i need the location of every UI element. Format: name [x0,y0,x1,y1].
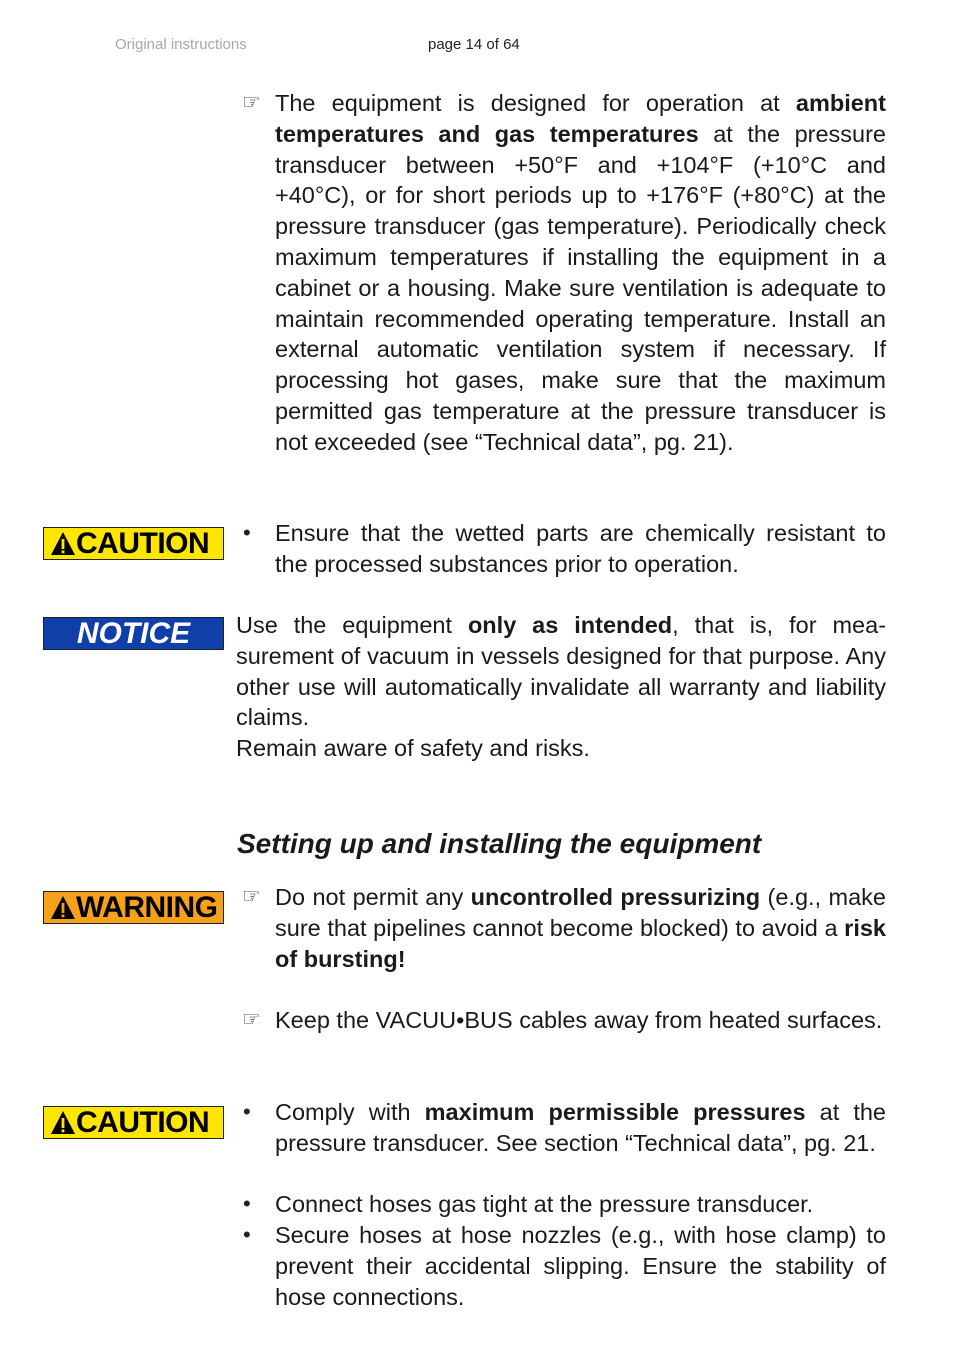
bullet-icon: • [243,520,251,545]
wetted-parts-instruction: Ensure that the wetted parts are chemically resistant to the processed substances prior to operation. [275,520,886,577]
warning-label: WARNING [43,891,224,924]
caution-label: CAUTION [43,1106,224,1139]
page-number: page 14 of 64 [428,36,520,53]
bullet-icon: • [243,1099,251,1124]
pressurizing-instruction: Do not permit any uncontrolled pressurizing (e.g., make sure that pipelines cannot become blocked) to avoid a risk of bursting! [275,884,886,972]
section-heading: Setting up and installing the equipment [237,828,762,859]
max-pressure-instruction: Comply with maximum permissible pressures at the pressure transducer. See section “Technical data”, pg. 21. [275,1099,886,1156]
notice-label: NOTICE [43,617,224,650]
pointing-hand-icon: ☞ [242,1008,261,1031]
temperature-instruction: The equipment is designed for operation at ambient temperatures and gas temperatures at the pressure transducer between +50°F and +104°F (+10°C and +40°C), or for short periods up to +176°F (+80°C) at the pressure transducer (gas temperature). Periodically check maximum temperatures if installing the equipment in a cabinet or a housing. Make sure ventilation is adequate to maintain recommended operating temperature. Install an external automatic ventilation system if necessary. If processing hot gases, make sure that the maximum permitted gas temperature at the pressure transducer is not exceeded (see “Technical data”, pg. 21). [275,90,886,455]
document-type-label: Original instructions [115,36,247,53]
hose-connection-instruction: Connect hoses gas tight at the pressure transducer. [275,1191,814,1217]
intended-use-notice: Use the equipment only as intended, that is, for measurement of vacuum in vessels designed for that purpose. Any other use will automatically invalidate all warranty and liability claims. Remain aware of safety and risks. [236,612,887,762]
warning-triangle-icon [50,895,76,920]
bullet-icon: • [243,1222,251,1247]
warning-triangle-icon [50,1110,76,1135]
pointing-hand-icon: ☞ [242,91,261,114]
cable-instruction: Keep the VACUU•BUS cables away from heated surfaces. [275,1007,883,1033]
hose-securing-instruction: Secure hoses at hose nozzles (e.g., with hose clamp) to prevent their accidental slipping. Ensure the stability of hose connections. [275,1222,886,1310]
bullet-icon: • [243,1191,251,1216]
caution-label: CAUTION [43,527,224,560]
warning-triangle-icon [50,531,76,556]
pointing-hand-icon: ☞ [242,885,261,908]
